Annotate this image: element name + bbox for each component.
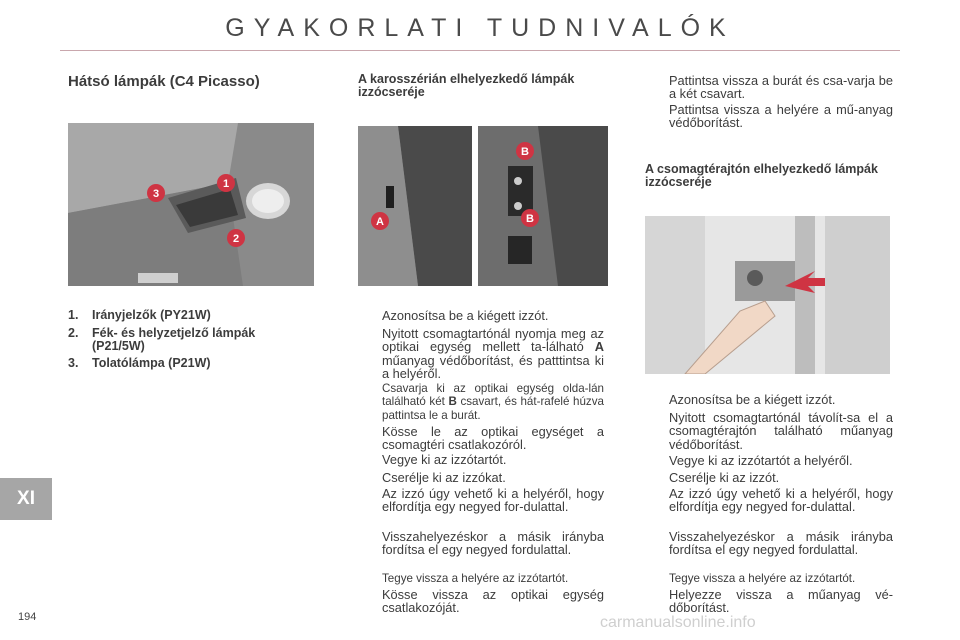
callout-a (371, 212, 389, 230)
step-item: Nyitott csomagtartónál távolít-sa el a csomagtérajtón található műanyag védőborítást. (669, 410, 893, 452)
tailgate-lamp-heading: A csomagtérajtón elhelyezkedő lámpák izzócseréje (645, 162, 878, 189)
step-item: Pattintsa vissza a burát és csa-varja be a két csavart. (669, 73, 893, 102)
legend-item-1 (68, 309, 307, 322)
callout-2 (227, 229, 245, 247)
legend-text: Irányjelzők (PY21W) (92, 308, 211, 322)
note-paragraph: Visszahelyezéskor a másik irányba fordítsa el egy negyed fordulattal. (669, 529, 893, 558)
step-item: Azonosítsa be a kiégett izzót. (382, 308, 549, 323)
note-paragraph: Visszahelyezéskor a másik irányba fordítsa el egy negyed fordulattal. (382, 529, 604, 558)
callout-b-top-label: B (521, 146, 529, 158)
callout-b-top (516, 142, 534, 160)
step-item: Tegye vissza a helyére az izzótartót. (669, 572, 856, 585)
step-item: Kösse le az optikai egységet a csomagtéri csatlakozóról. (382, 424, 604, 453)
callout-2-label: 2 (232, 233, 240, 245)
note-paragraph: Az izzó úgy vehető ki a helyéről, hogy elfordítja egy negyed for-dulattal. (669, 486, 893, 515)
step-item: Pattintsa vissza a helyére a mű-anyag védőborítást. (669, 102, 893, 131)
step-item: Cserélje ki az izzót. (669, 470, 780, 485)
legend-num: 1. (68, 308, 79, 322)
callout-1 (217, 174, 235, 192)
step-item: Nyitott csomagtartónál nyomja meg az optikai egység mellett ta-lálható A műanyag védőborítást, és patttintsa ki a helyéről. (382, 326, 604, 382)
callout-b-bottom (521, 209, 539, 227)
note-paragraph: Az izzó úgy vehető ki a helyéről, hogy elfordítja egy negyed for-dulattal. (382, 486, 604, 515)
chapter-tab (0, 478, 52, 520)
callout-b-bottom-label: B (526, 213, 534, 225)
legend-num: 3. (68, 356, 79, 370)
step-item: Vegye ki az izzótartót a helyéről. (669, 453, 853, 468)
step-item: Csavarja ki az optikai egység olda-lán található két B csavart, és hát-rafelé húzva pattintsa le a burát. (382, 382, 604, 422)
section-title: Hátsó lámpák (C4 Picasso) (68, 73, 260, 90)
legend-text: Tolatólámpa (P21W) (92, 356, 211, 370)
page-title: GYAKORLATI TUDNIVALÓK (225, 14, 735, 42)
chapter-label: XI (17, 488, 35, 509)
lamp-screws-photo (478, 126, 608, 286)
legend-item-2 (68, 327, 307, 353)
callout-1-label: 1 (222, 178, 230, 190)
callout-a-label: A (376, 216, 384, 228)
step-item: Cserélje ki az izzókat. (382, 470, 506, 485)
step-item: Tegye vissza a helyére az izzótartót. (382, 572, 569, 585)
lamp-cover-photo (358, 126, 472, 286)
callout-3-label: 3 (152, 188, 160, 200)
body-lamp-heading: A karosszérián elhelyezkedő lámpák izzócseréje (358, 72, 575, 99)
step-item: Helyezze vissza a műanyag vé-dőborítást. (669, 587, 893, 616)
watermark: carmanualsonline.info (600, 614, 756, 631)
step-item: Azonosítsa be a kiégett izzót. (669, 392, 836, 407)
title-divider (60, 50, 900, 51)
step-item: Kösse vissza az optikai egység csatlakozóját. (382, 587, 604, 616)
step-item: Vegye ki az izzótartót. (382, 452, 507, 467)
legend-text: Fék- és helyzetjelző lámpák (P21/5W) (92, 326, 256, 353)
legend-num: 2. (68, 326, 79, 340)
legend-item-3 (68, 357, 307, 370)
callout-3 (147, 184, 165, 202)
page-number: 194 (18, 611, 37, 623)
rear-lamp-photo (68, 123, 314, 286)
tailgate-lamp-photo (645, 216, 890, 374)
